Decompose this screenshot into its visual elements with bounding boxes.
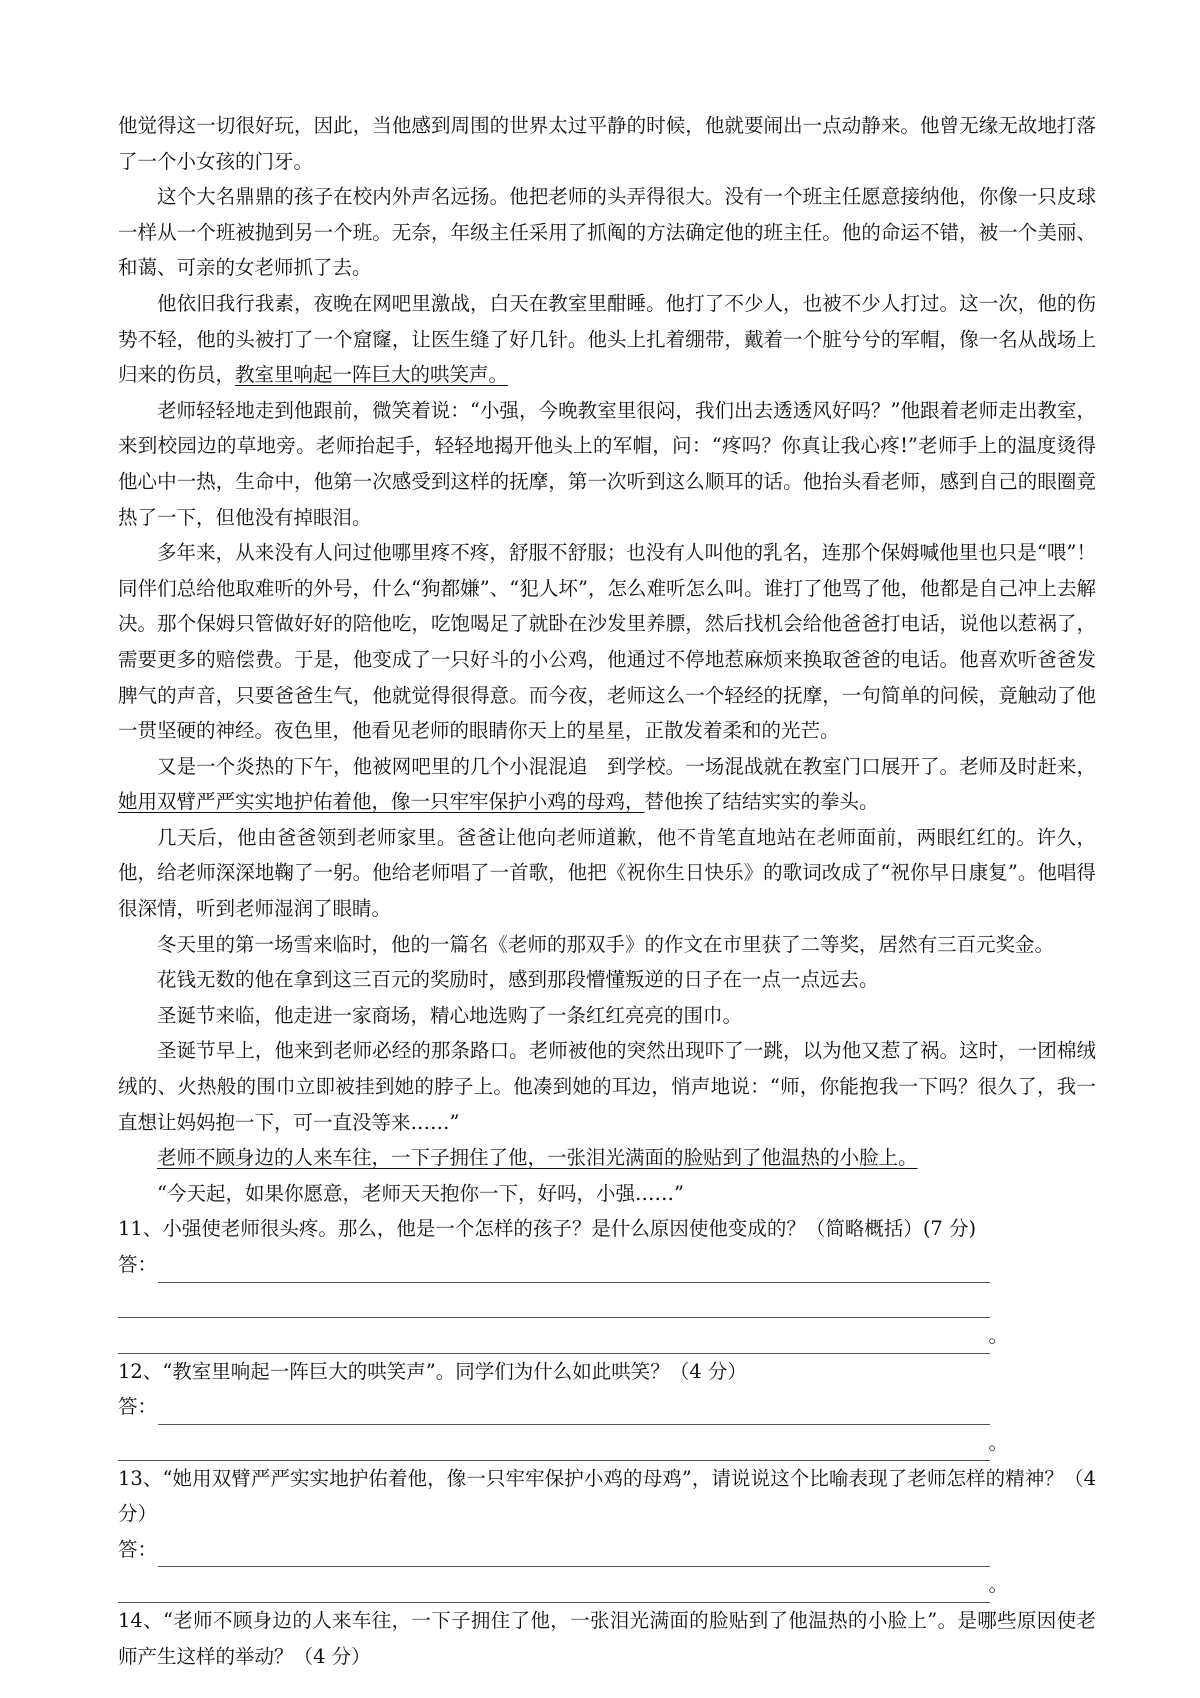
story-paragraph-6 [118,749,1096,820]
answer-label: 答： [118,1537,158,1561]
answer-blank[interactable] [118,1436,990,1461]
underlined-embrace-sentence: 老师不顾身边的人来车往，一下子拥住了他，一张泪光满面的脸贴到了他温热的小脸上。 [157,1146,918,1170]
answer-period: 。 [988,1324,1008,1348]
story-paragraph-13: “今天起，如果你愿意，老师天天抱你一下，好吗，小强……” [157,1181,684,1205]
question-13: 13、“她用双臂严严实实地护佑着他，像一只牢牢保护小鸡的母鸡”，请说说这个比喻表现了老师怎样的精神？（4 分） [118,1466,1096,1526]
story-paragraph-3 [118,286,1096,393]
underlined-hen-metaphor: 她用双臂严严实实地护佑着他，像一只牢牢保护小鸡的母鸡， [118,790,645,814]
answer-blank[interactable] [118,1578,990,1603]
answer-period: 。 [988,1573,1008,1597]
story-paragraph-8: 冬天里的第一场雪来临时，他的一篇名《老师的那双手》的作文在市里获了二等奖，居然有三百元奖金。 [157,932,1055,956]
story-paragraph-7: 几天后，他由爸爸领到老师家里。爸爸让他向老师道歉，他不肯笔直地站在老师面前，两眼红红的。许久，他，给老师深深地鞠了一躬。他给老师唱了一首歌，他把《祝你生日快乐》的歌词改成了“祝你早日康复”。他唱得很深情，听到老师湿润了眼睛。 [118,825,1096,921]
answer-12-line-2[interactable] [118,1425,1096,1461]
answer-11-line-3[interactable] [118,1318,1096,1354]
answer-period: 。 [988,1430,1008,1454]
answer-11-line-2[interactable] [118,1283,1096,1319]
answer-13-line-1[interactable] [118,1532,1096,1568]
story-paragraph-11: 圣诞节早上，他来到老师必经的那条路口。老师被他的突然出现吓了一跳，以为他又惹了祸。这时，一团棉绒绒的、火热般的围巾立即被挂到她的脖子上。他凑到她的耳边，悄声地说：“师，你能抱我一下吗？很久了，我一直想让妈妈抱一下，可一直没等来……” [118,1039,1096,1134]
story-paragraph-3-text: 他依旧我行我素，夜晚在网吧里激战，白天在教室里酣睡。他打了不少人，也被不少人打过。这一次，他的伤势不轻，他的头被打了一个窟窿，让医生缝了好几针。他头上扎着绷带，戴着一个脏兮兮的军帽，像一名从战场上归来的伤员， [118,291,1096,387]
story-paragraph-5: 多年来，从来没有人问过他哪里疼不疼，舒服不舒服；也没有人叫他的乳名，连那个保姆喊他里也只是“喂”！同伴们总给他取难听的外号，什么“狗都嫌”、“犯人坏”，怎么难听怎么叫。谁打了他骂了他，他都是自己冲上去解决。那个保姆只管做好好的陪他吃，吃饱喝足了就卧在沙发里养膘，然后找机会给他爸爸打电话，说他以惹祸了，需要更多的赔偿费。于是，他变成了一只好斗的小公鸡，他通过不停地惹麻烦来换取爸爸的电话。他喜欢听爸爸发脾气的声音，只要爸爸生气，他就觉得很得意。而今夜，老师这么一个轻经的抚摩，一句简单的问候，竟触动了他一贯坚硬的神经。夜色里，他看见老师的眼睛你天上的星星，正散发着柔和的光芒。 [118,541,1096,743]
answer-11-line-1[interactable] [118,1247,1096,1283]
answer-blank[interactable] [158,1400,990,1425]
answer-blank[interactable] [118,1329,990,1354]
story-paragraph-9: 花钱无数的他在拿到这三百元的奖励时，感到那段懵懂叛逆的日子在一点一点远去。 [157,968,879,992]
question-14: 14、“老师不顾身边的人来车往，一下子拥住了他，一张泪光满面的脸贴到了他温热的小脸上”。是哪些原因使老师产生这样的举动？（4 分） [118,1608,1096,1668]
answer-blank[interactable] [158,1258,990,1283]
story-paragraph-2: 这个大名鼎鼎的孩子在校内外声名远扬。他把老师的头弄得很大。没有一个班主任愿意接纳他，你像一只皮球一样从一个班被抛到另一个班。无奈，年级主任采用了抓阄的方法确定他的班主任。他的命运不错，被一个美丽、和蔼、可亲的女老师抓了去。 [118,185,1096,280]
answer-blank[interactable] [118,1293,990,1318]
answer-label: 答： [118,1395,158,1419]
answer-label: 答： [118,1253,158,1276]
answer-12-line-1[interactable] [118,1389,1096,1425]
story-paragraph-10: 圣诞节来临，他走进一家商场，精心地选购了一条红红亮亮的围巾。 [157,1003,743,1027]
story-paragraph-6-text-b: 替他挨了结结实实的拳头。 [644,790,879,814]
question-11: 11、小强使老师很头疼。那么，他是一个怎样的孩子？是什么原因使他变成的？（简略概括）(7 分) [118,1217,977,1241]
story-paragraph-1: 他觉得这一切很好玩，因此，当他感到周围的世界太过平静的时候，他就要闹出一点动静来。他曾无缘无故地打落了一个小女孩的门牙。 [118,114,1096,173]
story-paragraph-12 [118,1140,1096,1176]
answer-blank[interactable] [158,1542,990,1567]
underlined-laughter-sentence: 教室里响起一阵巨大的哄笑声。 [235,363,509,387]
story-paragraph-6-text-a: 又是一个炎热的下午，他被网吧里的几个小混混追 到学校。一场混战就在教室门口展开了。老师及时赶来， [157,754,1096,778]
question-12: 12、“教室里响起一阵巨大的哄笑声”。同学们为什么如此哄笑？（4 分） [118,1359,747,1383]
answer-13-line-2[interactable] [118,1567,1096,1603]
story-paragraph-4: 老师轻轻地走到他跟前，微笑着说：“小强，今晚教室里很闷，我们出去透透风好吗？”他跟着老师走出教室，来到校园边的草地旁。老师抬起手，轻轻地揭开他头上的军帽，问：“疼吗？你真让我心疼!”老师手上的温度烫得他心中一热，生命中，他第一次感受到这样的抚摩，第一次听到这么顺耳的话。他抬头看老师，感到自己的眼圈竟热了一下，但他没有掉眼泪。 [118,398,1096,529]
